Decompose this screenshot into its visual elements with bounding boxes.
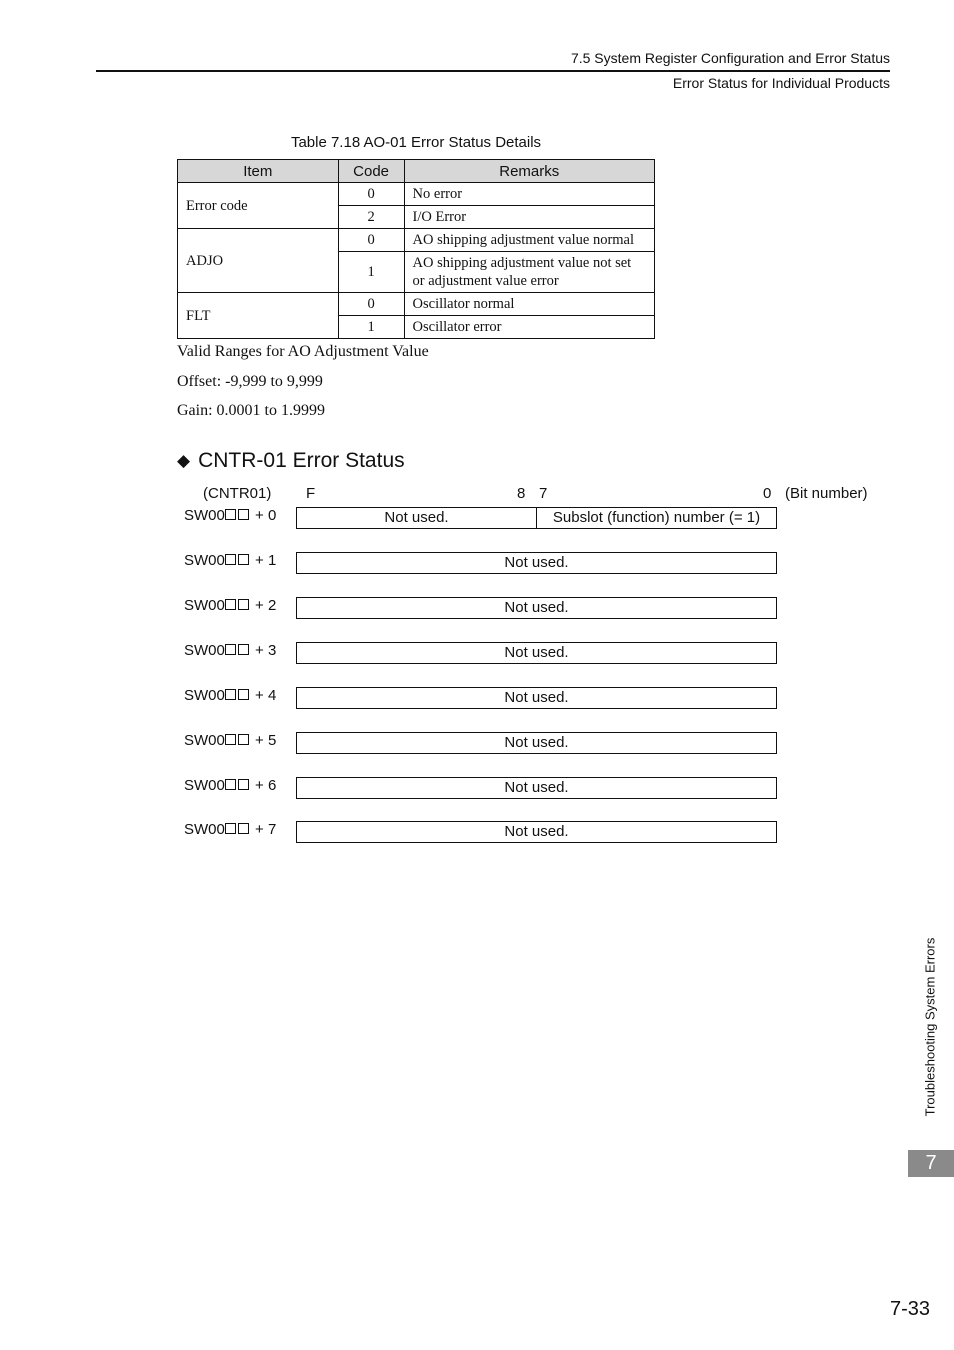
placeholder-box-icon (238, 689, 249, 700)
placeholder-box-icon (238, 779, 249, 790)
note-offset-range: Offset: -9,999 to 9,999 (177, 373, 323, 390)
table-row (178, 183, 655, 206)
bit-label-f: F (306, 485, 316, 502)
register-offset: + 2 (255, 597, 277, 614)
register-prefix: SW00 (184, 687, 225, 704)
register-offset: + 4 (255, 687, 277, 704)
remarks-cell: AO shipping adjustment value not set or adjustment value error (404, 252, 654, 293)
register-offset: + 1 (255, 552, 277, 569)
code-cell: 0 (338, 293, 404, 316)
bit-label-8: 8 (517, 485, 526, 502)
register-word (296, 732, 777, 754)
placeholder-box-icon (225, 509, 236, 520)
register-word-value: Not used. (504, 823, 569, 840)
code-cell: 0 (338, 229, 404, 252)
table-row (178, 293, 655, 316)
register-label (184, 777, 276, 794)
register-offset: + 7 (255, 821, 277, 838)
header-section-title: 7.5 System Register Configuration and Error Status (570, 50, 890, 66)
code-cell: 0 (338, 183, 404, 206)
register-word (296, 821, 777, 843)
remarks-cell: No error (404, 183, 654, 206)
register-label (184, 552, 276, 569)
bit-label-0: 0 (763, 485, 772, 502)
remarks-cell: AO shipping adjustment value normal (404, 229, 654, 252)
note-valid-ranges: Valid Ranges for AO Adjustment Value (177, 343, 429, 360)
placeholder-box-icon (225, 734, 236, 745)
item-cell: ADJO (178, 229, 339, 293)
register-prefix: SW00 (184, 732, 225, 749)
register-label (184, 821, 276, 838)
placeholder-box-icon (238, 644, 249, 655)
diamond-bullet-icon: ◆ (177, 451, 191, 470)
register-high-byte: Not used. (384, 509, 449, 526)
column-header-item: Item (178, 160, 339, 183)
item-cell: FLT (178, 293, 339, 339)
chapter-side-title: Troubleshooting System Errors (922, 937, 938, 1117)
register-low-byte: Subslot (function) number (= 1) (536, 508, 776, 528)
register-word-value: Not used. (504, 554, 569, 571)
code-cell: 1 (338, 252, 404, 293)
register-word-value: Not used. (504, 779, 569, 796)
placeholder-box-icon (225, 599, 236, 610)
placeholder-box-icon (238, 734, 249, 745)
register-word-value: Not used. (504, 689, 569, 706)
register-offset: + 0 (255, 507, 277, 524)
register-word (296, 597, 777, 619)
section-title-text: CNTR-01 Error Status (198, 449, 405, 472)
placeholder-box-icon (238, 509, 249, 520)
header-subsection-title: Error Status for Individual Products (672, 75, 890, 91)
register-prefix: SW00 (184, 821, 225, 838)
note-gain-range: Gain: 0.0001 to 1.9999 (177, 402, 325, 419)
register-group-name: (CNTR01) (203, 485, 272, 502)
placeholder-box-icon (238, 823, 249, 834)
register-word-value: Not used. (504, 599, 569, 616)
placeholder-box-icon (238, 599, 249, 610)
header-rule (96, 70, 890, 72)
register-label (184, 597, 276, 614)
register-offset: + 5 (255, 732, 277, 749)
bit-label-7: 7 (539, 485, 548, 502)
placeholder-box-icon (225, 689, 236, 700)
section-title (177, 449, 405, 473)
bit-number-caption: (Bit number) (785, 485, 868, 502)
register-offset: + 3 (255, 642, 277, 659)
register-prefix: SW00 (184, 552, 225, 569)
item-cell: Error code (178, 183, 339, 229)
register-offset: + 6 (255, 777, 277, 794)
error-status-table (177, 159, 655, 339)
placeholder-box-icon (225, 779, 236, 790)
register-word-value: Not used. (504, 734, 569, 751)
register-prefix: SW00 (184, 507, 225, 524)
table-header-row (178, 160, 655, 183)
register-word (296, 507, 777, 529)
register-word-value: Not used. (504, 644, 569, 661)
table-caption: Table 7.18 AO-01 Error Status Details (290, 134, 542, 151)
remarks-cell: I/O Error (404, 206, 654, 229)
register-prefix: SW00 (184, 642, 225, 659)
code-cell: 1 (338, 316, 404, 339)
register-label (184, 732, 276, 749)
remarks-cell: Oscillator normal (404, 293, 654, 316)
placeholder-box-icon (225, 554, 236, 565)
column-header-code: Code (338, 160, 404, 183)
placeholder-box-icon (225, 644, 236, 655)
register-label (184, 642, 276, 659)
column-header-remarks: Remarks (404, 160, 654, 183)
table-row (178, 229, 655, 252)
register-word (296, 552, 777, 574)
register-prefix: SW00 (184, 777, 225, 794)
register-word (296, 687, 777, 709)
placeholder-box-icon (238, 554, 249, 565)
code-cell: 2 (338, 206, 404, 229)
register-word (296, 777, 777, 799)
register-label (184, 507, 276, 524)
chapter-number-tab: 7 (908, 1150, 954, 1177)
register-word (296, 642, 777, 664)
page-number: 7-33 (889, 1298, 930, 1320)
register-prefix: SW00 (184, 597, 225, 614)
remarks-cell: Oscillator error (404, 316, 654, 339)
register-label (184, 687, 276, 704)
placeholder-box-icon (225, 823, 236, 834)
